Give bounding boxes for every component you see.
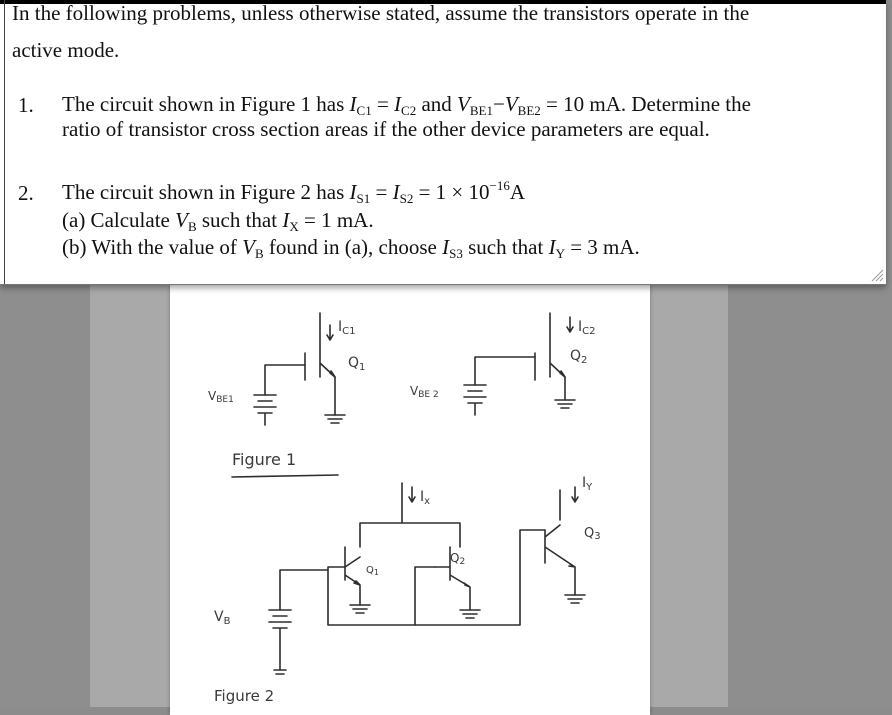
fig1-vbe2-label: VBE 2 xyxy=(410,384,439,400)
figure1-caption-underline xyxy=(232,475,338,477)
fig2-iy-label: $I_Y$ xyxy=(582,475,593,493)
fig1-ic2-label: $I_{C2}$ xyxy=(578,319,596,337)
figure2-caption: Figure 2 xyxy=(214,687,275,705)
fig2-vb-label: $V_B$ xyxy=(214,609,231,627)
problem2-part-b: (b) With the value of $V_B$ found in (a), choose $I_{S3}$ such that $I_Y = 3$ mA. xyxy=(62,235,640,261)
problem1-number: 1. xyxy=(18,93,34,117)
figure1-q1-circuit xyxy=(254,313,345,425)
problem1-line-1: The circuit shown in Figure 1 has $I_{C1} = I_{C2}$ and $V_{BE1}-V_{BE2} = 10$ mA. Determine the xyxy=(62,92,751,118)
resize-grip-icon[interactable] xyxy=(870,268,884,282)
fig2-q2-label: Q2 xyxy=(450,551,466,567)
fig2-q1-label: $Q_1$ xyxy=(366,565,379,577)
left-rule xyxy=(4,0,5,284)
fig1-vbe1-label: VBE1 xyxy=(208,389,234,405)
fig2-ix-label: $I_x$ xyxy=(420,489,431,507)
problem2-number: 2. xyxy=(18,181,34,205)
figure2-circuit xyxy=(269,483,585,674)
figure1-caption: Figure 1 xyxy=(232,450,297,469)
fig1-q2-label: $Q_2$ xyxy=(570,348,588,366)
problem-statement-panel xyxy=(0,0,886,285)
problem1-line-2: ratio of transistor cross section areas if the other device parameters are equal. xyxy=(62,117,710,141)
figure-page xyxy=(170,285,650,715)
intro-line-2: active mode. xyxy=(12,38,120,62)
fig1-q1-label: $Q_1$ xyxy=(348,355,366,373)
intro-line-1: In the following problems, unless otherwise stated, assume the transistors operate in the xyxy=(12,1,750,25)
figure1-q2-circuit xyxy=(464,313,575,415)
fig1-ic1-label: $I_{C1}$ xyxy=(338,319,356,337)
problem2-line-1: The circuit shown in Figure 2 has $I_{S1} = I_{S2} = 1 \times 10^{-16}A$ xyxy=(62,178,526,206)
problem2-part-a: (a) Calculate $V_B$ such that $I_X = 1$ mA. xyxy=(62,208,374,234)
fig2-q3-label: Q3 xyxy=(584,526,601,542)
circuit-sketch xyxy=(170,285,650,715)
